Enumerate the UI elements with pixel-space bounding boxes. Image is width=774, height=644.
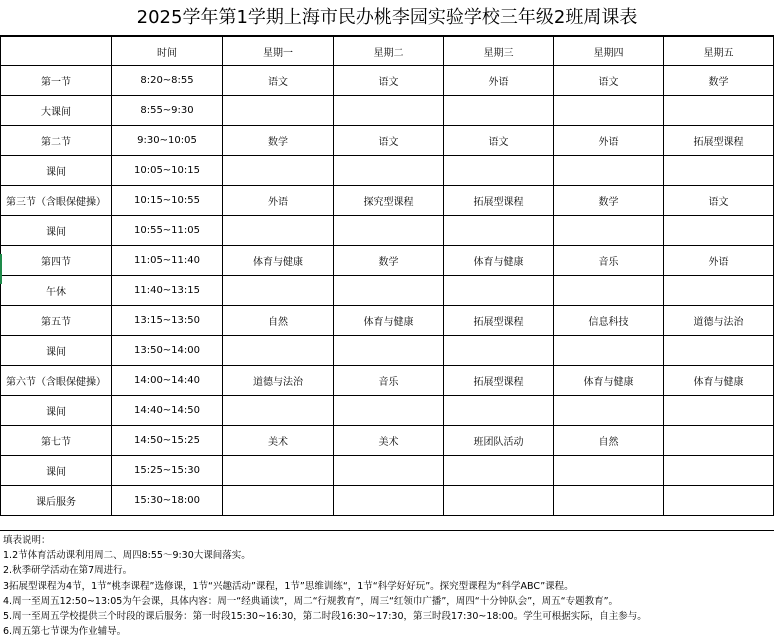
- course-cell-thursday: [554, 486, 664, 516]
- course-cell-monday: [223, 96, 334, 126]
- course-cell-friday: [664, 216, 774, 246]
- schedule-row: [1, 66, 774, 96]
- schedule-row: [1, 336, 774, 366]
- course-cell-monday: [223, 456, 334, 486]
- row-selection-marker: [0, 254, 2, 284]
- course-cell-tuesday: [334, 276, 444, 306]
- time-cell: 10:55~11:05: [112, 216, 223, 246]
- course-cell-wednesday: 语文: [444, 126, 554, 156]
- schedule-row: [1, 126, 774, 156]
- course-cell-tuesday: [334, 216, 444, 246]
- period-cell: 课间: [1, 336, 112, 366]
- course-cell-monday: [223, 156, 334, 186]
- course-cell-thursday: 语文: [554, 66, 664, 96]
- course-cell-wednesday: [444, 336, 554, 366]
- course-cell-wednesday: 体育与健康: [444, 246, 554, 276]
- course-cell-thursday: 音乐: [554, 246, 664, 276]
- course-cell-wednesday: 拓展型课程: [444, 306, 554, 336]
- course-cell-thursday: 外语: [554, 126, 664, 156]
- header-cell-tuesday: 星期二: [334, 37, 444, 66]
- course-cell-tuesday: 美术: [334, 426, 444, 456]
- course-cell-tuesday: 数学: [334, 246, 444, 276]
- period-cell: 课间: [1, 216, 112, 246]
- course-cell-friday: 数学: [664, 66, 774, 96]
- course-cell-tuesday: 音乐: [334, 366, 444, 396]
- period-cell: 课间: [1, 156, 112, 186]
- course-cell-wednesday: 拓展型课程: [444, 366, 554, 396]
- period-cell: 第七节: [1, 426, 112, 456]
- header-row: [1, 37, 774, 66]
- course-cell-tuesday: [334, 336, 444, 366]
- time-cell: 10:05~10:15: [112, 156, 223, 186]
- course-cell-wednesday: 班团队活动: [444, 426, 554, 456]
- page-title: 2025学年第1学期上海市民办桃李园实验学校三年级2班周课表: [0, 0, 774, 36]
- course-cell-wednesday: 拓展型课程: [444, 186, 554, 216]
- time-cell: 8:55~9:30: [112, 96, 223, 126]
- schedule-row: [1, 396, 774, 426]
- course-cell-thursday: [554, 216, 664, 246]
- time-cell: 14:50~15:25: [112, 426, 223, 456]
- course-cell-tuesday: [334, 156, 444, 186]
- course-cell-tuesday: 探究型课程: [334, 186, 444, 216]
- course-cell-tuesday: 语文: [334, 126, 444, 156]
- schedule-row: [1, 246, 774, 276]
- time-cell: 9:30~10:05: [112, 126, 223, 156]
- course-cell-friday: [664, 156, 774, 186]
- course-cell-monday: [223, 396, 334, 426]
- course-cell-thursday: 体育与健康: [554, 366, 664, 396]
- course-cell-wednesday: [444, 276, 554, 306]
- period-cell: 第五节: [1, 306, 112, 336]
- note-line: 1.2节体育活动课利用周二、周四8:55～9:30大课间落实。: [3, 550, 251, 562]
- time-cell: 13:50~14:00: [112, 336, 223, 366]
- course-cell-thursday: [554, 336, 664, 366]
- course-cell-friday: [664, 486, 774, 516]
- course-cell-thursday: 数学: [554, 186, 664, 216]
- course-cell-wednesday: [444, 396, 554, 426]
- course-cell-friday: 道德与法治: [664, 306, 774, 336]
- course-cell-wednesday: 外语: [444, 66, 554, 96]
- course-cell-tuesday: [334, 486, 444, 516]
- period-cell: 课间: [1, 456, 112, 486]
- course-cell-thursday: [554, 156, 664, 186]
- course-cell-thursday: [554, 96, 664, 126]
- time-cell: 13:15~13:50: [112, 306, 223, 336]
- schedule-row: [1, 276, 774, 306]
- time-cell: 15:25~15:30: [112, 456, 223, 486]
- schedule-row: [1, 366, 774, 396]
- course-cell-thursday: [554, 456, 664, 486]
- header-cell-thursday: 星期四: [554, 37, 664, 66]
- course-cell-thursday: [554, 276, 664, 306]
- course-cell-wednesday: [444, 486, 554, 516]
- course-cell-monday: 语文: [223, 66, 334, 96]
- schedule-row: [1, 156, 774, 186]
- course-cell-monday: [223, 276, 334, 306]
- course-cell-friday: 语文: [664, 186, 774, 216]
- period-cell: 第三节（含眼保健操）: [1, 186, 112, 216]
- time-cell: 15:30~18:00: [112, 486, 223, 516]
- course-cell-monday: [223, 486, 334, 516]
- notes-heading: 填表说明：: [3, 535, 51, 546]
- course-cell-monday: [223, 216, 334, 246]
- course-cell-wednesday: [444, 156, 554, 186]
- time-cell: 10:15~10:55: [112, 186, 223, 216]
- course-cell-friday: 体育与健康: [664, 366, 774, 396]
- time-cell: 14:00~14:40: [112, 366, 223, 396]
- schedule-row: [1, 186, 774, 216]
- schedule-row: [1, 426, 774, 456]
- course-cell-monday: 外语: [223, 186, 334, 216]
- course-cell-monday: 美术: [223, 426, 334, 456]
- course-cell-friday: [664, 396, 774, 426]
- schedule-row: [1, 306, 774, 336]
- course-cell-friday: 拓展型课程: [664, 126, 774, 156]
- course-cell-tuesday: [334, 96, 444, 126]
- course-cell-thursday: [554, 396, 664, 426]
- header-cell-friday: 星期五: [664, 37, 774, 66]
- course-cell-wednesday: [444, 96, 554, 126]
- schedule-row: [1, 216, 774, 246]
- course-cell-monday: 数学: [223, 126, 334, 156]
- schedule-row: [1, 486, 774, 516]
- course-cell-thursday: 信息科技: [554, 306, 664, 336]
- schedule-table: [0, 36, 774, 516]
- note-line: 2.秋季研学活动在第7周进行。: [3, 565, 133, 577]
- notes-section: [0, 530, 774, 644]
- period-cell: 第六节（含眼保健操）: [1, 366, 112, 396]
- note-line: 3拓展型课程为4节，1节“桃李课程”选修课，1节“兴趣活动”课程，1节”思维训练“，1节“科学好好玩”。探究型课程为“科学ABC”课程。: [3, 580, 574, 592]
- note-line: 5.周一至周五学校提供三个时段的课后服务：第一时段15:30~16:30，第二时段16:30~17:30，第三时段17:30~18:00。学生可根据实际，自主参与。: [3, 611, 647, 623]
- period-cell: 午休: [1, 276, 112, 306]
- course-cell-friday: [664, 456, 774, 486]
- schedule-row: [1, 96, 774, 126]
- period-cell: 大课间: [1, 96, 112, 126]
- period-cell: 第一节: [1, 66, 112, 96]
- course-cell-monday: 自然: [223, 306, 334, 336]
- period-cell: 第四节: [1, 246, 112, 276]
- course-cell-friday: [664, 336, 774, 366]
- course-cell-monday: 体育与健康: [223, 246, 334, 276]
- header-cell-monday: 星期一: [223, 37, 334, 66]
- course-cell-thursday: 自然: [554, 426, 664, 456]
- period-cell: 第二节: [1, 126, 112, 156]
- time-cell: 14:40~14:50: [112, 396, 223, 426]
- course-cell-friday: [664, 96, 774, 126]
- course-cell-wednesday: [444, 216, 554, 246]
- note-line: 4.周一至周五12:50~13:05为午会课，具体内容：周一“经典诵读”，周二“行规教育”，周三“红领巾广播”，周四“十分钟队会”，周五“专题教育”。: [3, 595, 618, 607]
- course-cell-monday: 道德与法治: [223, 366, 334, 396]
- period-cell: 课间: [1, 396, 112, 426]
- time-cell: 8:20~8:55: [112, 66, 223, 96]
- course-cell-tuesday: [334, 456, 444, 486]
- course-cell-friday: 外语: [664, 246, 774, 276]
- course-cell-tuesday: [334, 396, 444, 426]
- time-cell: 11:05~11:40: [112, 246, 223, 276]
- course-cell-tuesday: 体育与健康: [334, 306, 444, 336]
- header-cell-corner: [1, 37, 112, 66]
- header-cell-wednesday: 星期三: [444, 37, 554, 66]
- course-cell-wednesday: [444, 456, 554, 486]
- course-cell-monday: [223, 336, 334, 366]
- course-cell-tuesday: 语文: [334, 66, 444, 96]
- period-cell: 课后服务: [1, 486, 112, 516]
- course-cell-friday: [664, 426, 774, 456]
- time-cell: 11:40~13:15: [112, 276, 223, 306]
- header-cell-time: 时间: [112, 37, 223, 66]
- schedule-row: [1, 456, 774, 486]
- course-cell-friday: [664, 276, 774, 306]
- note-line: 6.周五第七节课为作业辅导。: [3, 626, 127, 638]
